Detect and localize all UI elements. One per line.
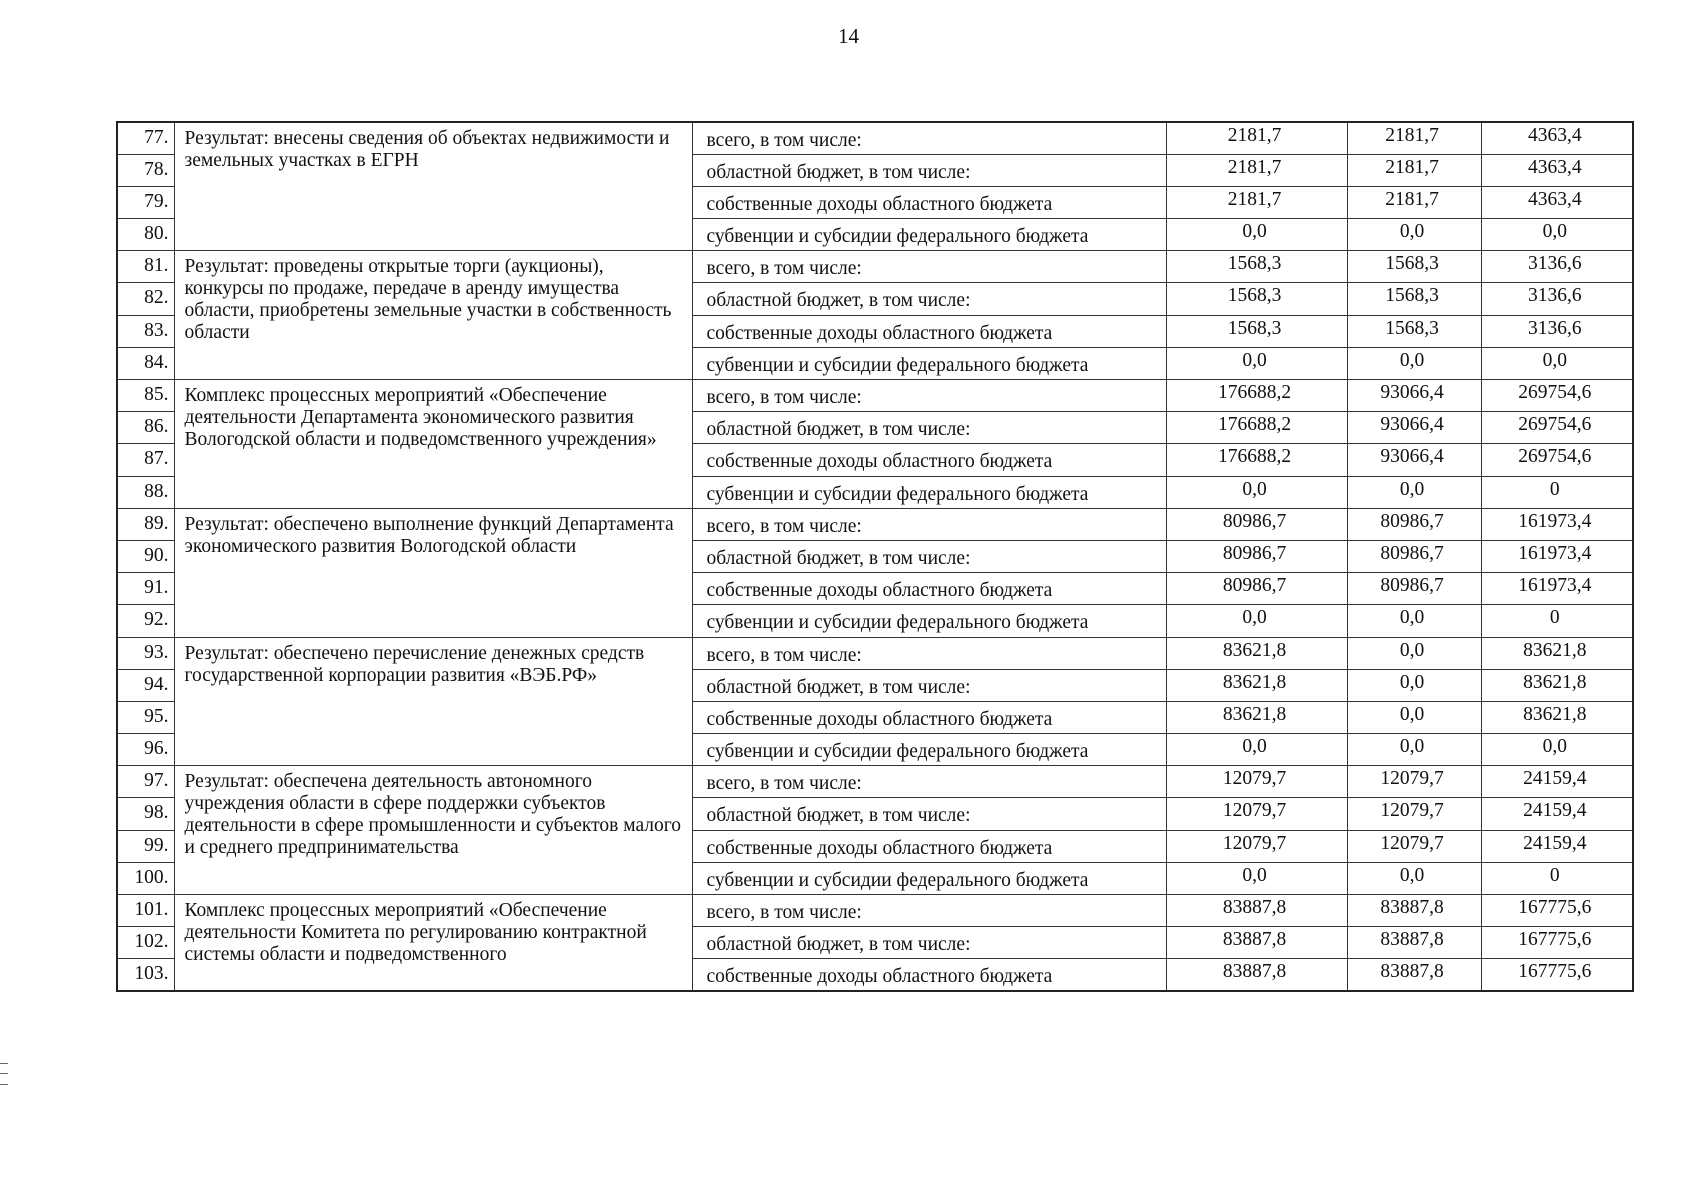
row-number: 89.: [117, 508, 174, 540]
value-year-1: 176688,2: [1166, 412, 1347, 444]
row-number: 85.: [117, 380, 174, 412]
funding-source: собственные доходы областного бюджета: [692, 315, 1166, 347]
value-total: 3136,6: [1481, 251, 1633, 283]
funding-source: собственные доходы областного бюджета: [692, 701, 1166, 733]
value-year-2: 0,0: [1347, 347, 1481, 379]
value-total: 161973,4: [1481, 573, 1633, 605]
row-number: 99.: [117, 830, 174, 862]
value-total: 24159,4: [1481, 798, 1633, 830]
funding-source: всего, в том числе:: [692, 766, 1166, 798]
funding-source: собственные доходы областного бюджета: [692, 444, 1166, 476]
row-number: 84.: [117, 347, 174, 379]
group-title: Результат: обеспечено выполнение функций Департамента экономического развития Вологодской области: [174, 508, 692, 637]
value-year-2: 80986,7: [1347, 508, 1481, 540]
value-year-1: 176688,2: [1166, 380, 1347, 412]
value-year-2: 0,0: [1347, 605, 1481, 637]
value-year-1: 0,0: [1166, 219, 1347, 251]
funding-source: областной бюджет, в том числе:: [692, 540, 1166, 572]
row-number: 97.: [117, 766, 174, 798]
value-year-1: 80986,7: [1166, 540, 1347, 572]
value-year-2: 83887,8: [1347, 959, 1481, 991]
row-number: 80.: [117, 219, 174, 251]
value-year-2: 0,0: [1347, 734, 1481, 766]
funding-source: областной бюджет, в том числе:: [692, 154, 1166, 186]
table-row: [117, 380, 1633, 412]
value-year-2: 2181,7: [1347, 186, 1481, 218]
value-year-2: 2181,7: [1347, 122, 1481, 154]
value-year-2: 83887,8: [1347, 927, 1481, 959]
value-year-2: 1568,3: [1347, 315, 1481, 347]
row-number: 95.: [117, 701, 174, 733]
value-year-2: 12079,7: [1347, 766, 1481, 798]
funding-source: всего, в том числе:: [692, 637, 1166, 669]
value-year-2: 80986,7: [1347, 573, 1481, 605]
value-year-2: 2181,7: [1347, 154, 1481, 186]
row-number: 96.: [117, 734, 174, 766]
funding-source: всего, в том числе:: [692, 251, 1166, 283]
value-year-2: 0,0: [1347, 476, 1481, 508]
group-title: Результат: внесены сведения об объектах недвижимости и земельных участках в ЕГРН: [174, 122, 692, 251]
group-title: Комплекс процессных мероприятий «Обеспечение деятельности Комитета по регулированию контрактной системы области и подведомственного: [174, 895, 692, 992]
value-total: 0: [1481, 605, 1633, 637]
value-total: 269754,6: [1481, 444, 1633, 476]
value-total: 269754,6: [1481, 412, 1633, 444]
value-year-1: 0,0: [1166, 862, 1347, 894]
budget-table: [116, 121, 1634, 992]
table-body: [117, 122, 1633, 991]
row-number: 91.: [117, 573, 174, 605]
value-year-1: 83621,8: [1166, 701, 1347, 733]
table-row: [117, 508, 1633, 540]
row-number: 82.: [117, 283, 174, 315]
value-year-1: 12079,7: [1166, 830, 1347, 862]
value-total: 0,0: [1481, 219, 1633, 251]
value-year-2: 93066,4: [1347, 412, 1481, 444]
group-title: Результат: проведены открытые торги (аукционы), конкурсы по продаже, передаче в аренду имущества области, приобретены земельные участки в собственность области: [174, 251, 692, 380]
value-year-1: 1568,3: [1166, 251, 1347, 283]
value-year-1: 176688,2: [1166, 444, 1347, 476]
funding-source: субвенции и субсидии федерального бюджета: [692, 605, 1166, 637]
row-number: 100.: [117, 862, 174, 894]
value-total: 83621,8: [1481, 669, 1633, 701]
value-year-1: 0,0: [1166, 605, 1347, 637]
value-total: 161973,4: [1481, 540, 1633, 572]
value-year-1: 1568,3: [1166, 315, 1347, 347]
funding-source: субвенции и субсидии федерального бюджета: [692, 347, 1166, 379]
funding-source: областной бюджет, в том числе:: [692, 412, 1166, 444]
value-year-2: 0,0: [1347, 862, 1481, 894]
row-number: 93.: [117, 637, 174, 669]
row-number: 81.: [117, 251, 174, 283]
funding-source: областной бюджет, в том числе:: [692, 669, 1166, 701]
row-number: 98.: [117, 798, 174, 830]
value-year-1: 83621,8: [1166, 669, 1347, 701]
funding-source: субвенции и субсидии федерального бюджета: [692, 476, 1166, 508]
row-number: 78.: [117, 154, 174, 186]
row-number: 90.: [117, 540, 174, 572]
table-row: [117, 637, 1633, 669]
value-total: 3136,6: [1481, 315, 1633, 347]
row-number: 92.: [117, 605, 174, 637]
value-year-2: 1568,3: [1347, 283, 1481, 315]
value-total: 4363,4: [1481, 122, 1633, 154]
funding-source: собственные доходы областного бюджета: [692, 573, 1166, 605]
funding-source: субвенции и субсидии федерального бюджета: [692, 219, 1166, 251]
funding-source: областной бюджет, в том числе:: [692, 927, 1166, 959]
row-number: 87.: [117, 444, 174, 476]
value-year-1: 2181,7: [1166, 186, 1347, 218]
funding-source: областной бюджет, в том числе:: [692, 798, 1166, 830]
page-number: 14: [838, 24, 859, 48]
row-number: 86.: [117, 412, 174, 444]
value-year-2: 93066,4: [1347, 380, 1481, 412]
value-year-2: 83887,8: [1347, 895, 1481, 927]
value-year-1: 83887,8: [1166, 895, 1347, 927]
value-year-1: 0,0: [1166, 734, 1347, 766]
funding-source: собственные доходы областного бюджета: [692, 830, 1166, 862]
value-total: 167775,6: [1481, 927, 1633, 959]
group-title: Результат: обеспечено перечисление денежных средств государственной корпорации развития «ВЭБ.РФ»: [174, 637, 692, 766]
value-year-1: 83887,8: [1166, 927, 1347, 959]
funding-source: собственные доходы областного бюджета: [692, 186, 1166, 218]
row-number: 83.: [117, 315, 174, 347]
table-row: [117, 251, 1633, 283]
value-total: 269754,6: [1481, 380, 1633, 412]
value-year-1: 12079,7: [1166, 766, 1347, 798]
table-row: [117, 766, 1633, 798]
value-year-1: 80986,7: [1166, 508, 1347, 540]
value-year-2: 0,0: [1347, 669, 1481, 701]
value-year-1: 0,0: [1166, 476, 1347, 508]
value-total: 4363,4: [1481, 186, 1633, 218]
funding-source: областной бюджет, в том числе:: [692, 283, 1166, 315]
value-year-2: 12079,7: [1347, 798, 1481, 830]
value-total: 0,0: [1481, 734, 1633, 766]
value-year-2: 0,0: [1347, 701, 1481, 733]
row-number: 79.: [117, 186, 174, 218]
value-total: 83621,8: [1481, 637, 1633, 669]
value-year-2: 93066,4: [1347, 444, 1481, 476]
value-year-1: 1568,3: [1166, 283, 1347, 315]
value-year-1: 2181,7: [1166, 154, 1347, 186]
value-year-1: 2181,7: [1166, 122, 1347, 154]
value-year-2: 80986,7: [1347, 540, 1481, 572]
value-total: 0: [1481, 476, 1633, 508]
funding-source: субвенции и субсидии федерального бюджета: [692, 734, 1166, 766]
table-row: [117, 895, 1633, 927]
value-total: 0,0: [1481, 347, 1633, 379]
value-total: 161973,4: [1481, 508, 1633, 540]
value-total: 4363,4: [1481, 154, 1633, 186]
funding-source: всего, в том числе:: [692, 895, 1166, 927]
row-number: 101.: [117, 895, 174, 927]
value-year-2: 1568,3: [1347, 251, 1481, 283]
funding-source: собственные доходы областного бюджета: [692, 959, 1166, 991]
value-total: 24159,4: [1481, 830, 1633, 862]
funding-source: субвенции и субсидии федерального бюджета: [692, 862, 1166, 894]
value-year-2: 0,0: [1347, 219, 1481, 251]
funding-source: всего, в том числе:: [692, 122, 1166, 154]
margin-mark: [0, 1063, 8, 1085]
funding-source: всего, в том числе:: [692, 508, 1166, 540]
group-title: Комплекс процессных мероприятий «Обеспечение деятельности Департамента экономического развития Вологодской области и подведомственного учреждения»: [174, 380, 692, 509]
value-total: 24159,4: [1481, 766, 1633, 798]
value-total: 0: [1481, 862, 1633, 894]
value-total: 167775,6: [1481, 895, 1633, 927]
value-year-1: 83621,8: [1166, 637, 1347, 669]
table-row: [117, 122, 1633, 154]
row-number: 94.: [117, 669, 174, 701]
value-year-2: 0,0: [1347, 637, 1481, 669]
value-total: 3136,6: [1481, 283, 1633, 315]
value-total: 83621,8: [1481, 701, 1633, 733]
row-number: 88.: [117, 476, 174, 508]
value-total: 167775,6: [1481, 959, 1633, 991]
row-number: 77.: [117, 122, 174, 154]
group-title: Результат: обеспечена деятельность автономного учреждения области в сфере поддержки субъектов деятельности в сфере промышленности и субъектов малого и среднего предпринимательства: [174, 766, 692, 895]
funding-source: всего, в том числе:: [692, 380, 1166, 412]
value-year-2: 12079,7: [1347, 830, 1481, 862]
row-number: 102.: [117, 927, 174, 959]
value-year-1: 83887,8: [1166, 959, 1347, 991]
value-year-1: 0,0: [1166, 347, 1347, 379]
value-year-1: 12079,7: [1166, 798, 1347, 830]
row-number: 103.: [117, 959, 174, 991]
value-year-1: 80986,7: [1166, 573, 1347, 605]
